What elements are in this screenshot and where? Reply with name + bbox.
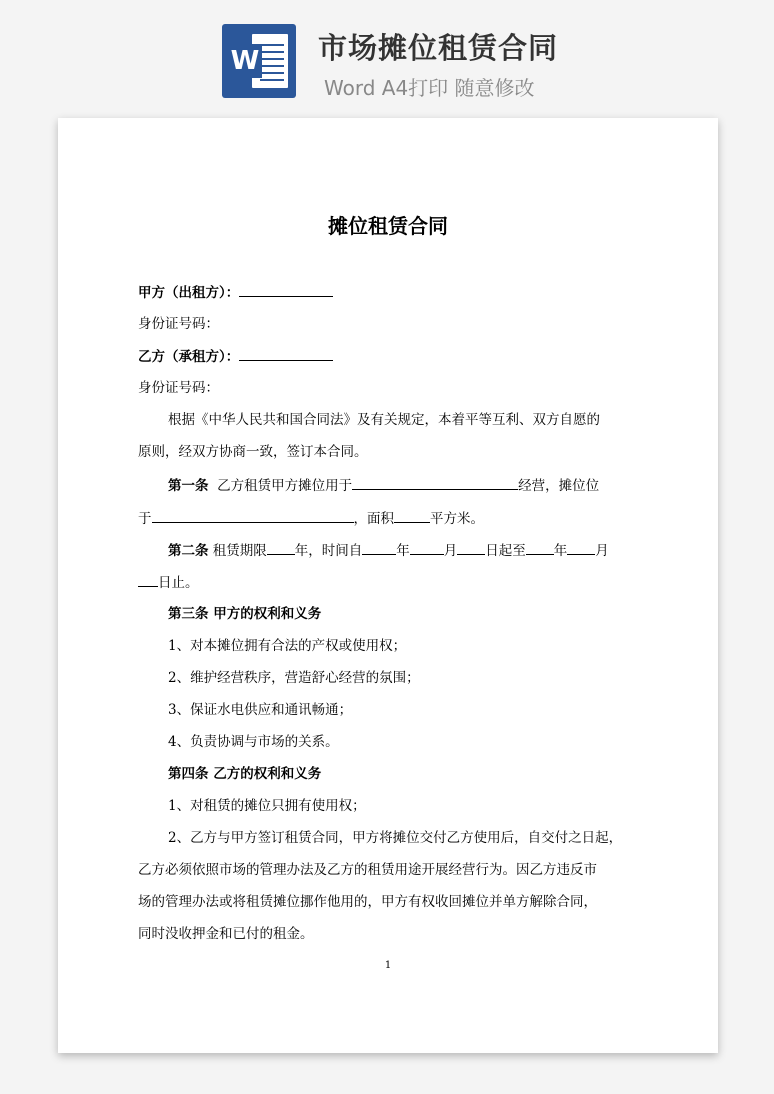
start-day-blank[interactable] xyxy=(457,540,485,555)
header-title: 市场摊位租赁合同 xyxy=(318,31,559,65)
article-2-text-4: 月 xyxy=(443,543,458,559)
party-a-label: 甲方（出租方）： xyxy=(138,285,240,301)
document-title: 摊位租赁合同 xyxy=(328,214,448,238)
end-year-blank[interactable] xyxy=(526,540,554,555)
article-3-item: 4、负责协调与市场的关系。 xyxy=(168,734,339,750)
article-2-text-7: 月 xyxy=(595,543,609,559)
article-2-text-8: 日止。 xyxy=(158,575,199,591)
article-2-text-5: 日起至 xyxy=(485,543,526,559)
header-subtitle: Word A4打印 随意修改 xyxy=(324,76,535,100)
article-3-item: 1、对本摊位拥有合法的产权或使用权； xyxy=(168,638,407,654)
id-label-a: 身份证号码： xyxy=(138,316,219,332)
party-b-line xyxy=(138,346,638,367)
article-1-text-4: ，面积 xyxy=(353,511,394,527)
area-blank[interactable] xyxy=(394,508,430,523)
article-2-text-6: 年 xyxy=(553,543,568,559)
article-1-heading: 第一条 xyxy=(168,478,209,494)
article-1-text-1: 乙方租赁甲方摊位用于 xyxy=(217,478,353,494)
document-page xyxy=(58,118,718,1053)
lease-years-blank[interactable] xyxy=(267,540,295,555)
article-4-item-2-line-4: 同时没收押金和已付的租金。 xyxy=(138,926,314,942)
article-1-text-2: 经营，摊位位 xyxy=(518,478,600,494)
article-3-heading: 第三条 甲方的权利和义务 xyxy=(168,606,322,622)
article-3-item: 2、维护经营秩序，营造舒心经营的氛围； xyxy=(168,670,420,686)
end-month-blank[interactable] xyxy=(567,540,595,555)
intro-line-1: 根据《中华人民共和国合同法》及有关规定，本着平等互利、双方自愿的 xyxy=(168,412,600,428)
article-1-text-3: 于 xyxy=(138,511,152,527)
article-1-text-5: 平方米。 xyxy=(430,511,484,527)
intro-line-2: 原则，经双方协商一致，签订本合同。 xyxy=(138,444,368,460)
party-a-line xyxy=(138,282,638,303)
page-number: 1 xyxy=(384,960,392,971)
article-4-item-1: 1、对租赁的摊位只拥有使用权； xyxy=(168,798,366,814)
party-b-label: 乙方（承租方）： xyxy=(138,349,240,365)
article-1-line-1 xyxy=(168,475,668,496)
article-2-heading: 第二条 xyxy=(168,543,209,559)
word-icon xyxy=(222,24,296,98)
party-a-blank[interactable] xyxy=(239,282,333,297)
party-b-blank[interactable] xyxy=(239,346,333,361)
article-2-line-2 xyxy=(138,572,638,593)
article-4-item-2-line-3: 场的管理办法或将租赁摊位挪作他用的，甲方有权收回摊位并单方解除合同， xyxy=(138,894,597,910)
article-4-item-2-line-1: 2、乙方与甲方签订租赁合同，甲方将摊位交付乙方使用后，自交付之日起， xyxy=(168,830,623,846)
article-2-text-1: 租赁期限 xyxy=(212,543,267,559)
id-label-b: 身份证号码： xyxy=(138,380,219,396)
article-1-line-2 xyxy=(138,508,638,529)
article-4-item-2-line-2: 乙方必须依照市场的管理办法及乙方的租赁用途开展经营行为。因乙方违反市 xyxy=(138,862,597,878)
location-blank[interactable] xyxy=(152,508,354,523)
start-month-blank[interactable] xyxy=(410,540,444,555)
start-year-blank[interactable] xyxy=(362,540,396,555)
end-day-blank[interactable] xyxy=(138,572,158,587)
business-scope-blank[interactable] xyxy=(352,475,518,490)
word-icon-letter: W xyxy=(228,44,262,78)
article-4-heading: 第四条 乙方的权利和义务 xyxy=(168,766,322,782)
article-2-line-1 xyxy=(168,540,668,561)
article-2-text-2: 年，时间自 xyxy=(294,543,363,559)
page-header xyxy=(0,0,774,118)
article-2-text-3: 年 xyxy=(396,543,410,559)
article-3-item: 3、保证水电供应和通讯畅通； xyxy=(168,702,353,718)
